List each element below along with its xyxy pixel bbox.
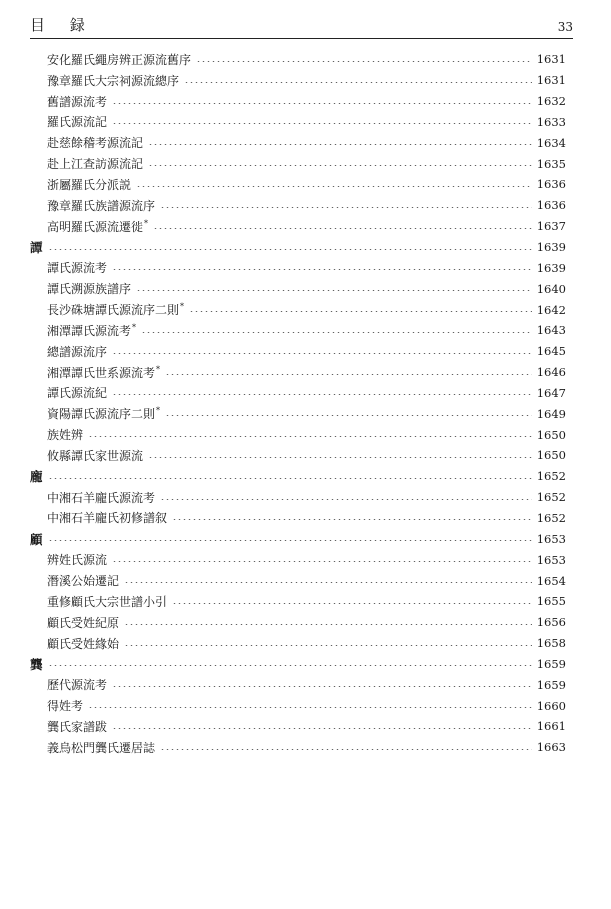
- toc-entry: [30, 549, 566, 570]
- toc-page-number: 1633: [536, 114, 566, 129]
- toc-entry-title: [47, 301, 184, 318]
- toc-entry-title: [47, 155, 143, 172]
- toc-page-number: 1645: [536, 344, 566, 359]
- dot-leader: [141, 332, 532, 333]
- toc-entry-title-text: 重修顧氏大宗世譜小引: [47, 594, 168, 609]
- toc-entry-title: [30, 530, 43, 548]
- dot-leader: [88, 436, 532, 437]
- dot-leader: [165, 415, 532, 416]
- toc-page-number: 1640: [536, 281, 566, 296]
- dot-leader: [148, 144, 532, 145]
- dot-leader: [160, 749, 532, 750]
- dot-leader: [88, 707, 532, 708]
- toc-page-number: 1659: [536, 677, 566, 692]
- toc-page-number: 1654: [536, 573, 566, 588]
- toc-page-number: 1656: [536, 615, 566, 630]
- toc-entry-title-text: 舊譜源流考: [47, 94, 108, 109]
- toc-entry-title: [47, 364, 160, 381]
- toc-entry: [30, 737, 566, 758]
- toc-entry: [30, 91, 566, 112]
- toc-entry-title: [47, 218, 148, 235]
- toc-entry-title: [47, 405, 160, 422]
- toc-page-number: 1649: [536, 406, 566, 421]
- dot-leader: [124, 582, 532, 583]
- toc-entry-title-text: 譚氏源流考: [47, 261, 108, 276]
- toc-entry: [30, 257, 566, 278]
- toc-entry-title-text: 長沙硃塘譚氏源流序二則: [47, 303, 180, 318]
- toc-page-number: 1631: [536, 73, 566, 88]
- dot-leader: [148, 165, 532, 166]
- toc-entry-title-text: 總譜源流序: [47, 344, 108, 359]
- toc-entry: [30, 612, 566, 633]
- toc-entry-title: [47, 718, 107, 735]
- toc-entry-title: [47, 614, 119, 631]
- dot-leader: [112, 269, 532, 270]
- toc-entry-title-text: 譚氏溯源族譜序: [47, 282, 132, 297]
- toc-page-number: 1636: [536, 198, 566, 213]
- toc-page-number: 1631: [536, 52, 566, 67]
- toc-entry: [30, 70, 566, 91]
- toc-entry-title: [47, 322, 136, 339]
- toc-section-heading: [30, 466, 566, 487]
- toc-page-number: 1652: [536, 510, 566, 525]
- toc-entry-title-text: 赴上江查訪源流記: [47, 157, 144, 172]
- dot-leader: [48, 540, 532, 541]
- toc-page-number: 1646: [536, 365, 566, 380]
- toc-entry: [30, 153, 566, 174]
- toc-page-number: 1650: [536, 448, 566, 463]
- toc-section-heading: [30, 237, 566, 258]
- toc-entry-title: [47, 280, 131, 297]
- dot-leader: [112, 686, 532, 687]
- toc-entry-title: [47, 343, 107, 360]
- toc-section-heading: [30, 653, 566, 674]
- dot-leader: [136, 186, 532, 187]
- toc-page-number: 1637: [536, 219, 566, 234]
- toc-entry-title-text: 龐: [30, 469, 43, 485]
- toc-entry: [30, 195, 566, 216]
- toc-page-number: 1652: [536, 490, 566, 505]
- toc-page-number: 1650: [536, 427, 566, 442]
- asterisk-mark: *: [144, 218, 149, 228]
- toc-entry-title-text: 資陽譚氏源流序二則: [47, 407, 156, 422]
- toc-page-number: 1632: [536, 94, 566, 109]
- toc-entry-title-text: 湘潭譚氏源流考: [47, 323, 132, 338]
- toc-entry: [30, 570, 566, 591]
- toc-entry-title-text: 中湘石羊龐氏源流考: [47, 490, 156, 505]
- dot-leader: [172, 519, 532, 520]
- toc-page-number: 1636: [536, 177, 566, 192]
- toc-entry-title-text: 譚: [30, 240, 43, 256]
- toc-entry-title-text: 豫章羅氏大宗祠源流總序: [47, 73, 180, 88]
- asterisk-mark: *: [132, 322, 137, 332]
- toc-page-number: 1655: [536, 594, 566, 609]
- toc-entry-title: [47, 426, 83, 443]
- toc-entry: [30, 403, 566, 424]
- toc-entry: [30, 341, 566, 362]
- toc-entry-title: [47, 509, 167, 526]
- toc-entry-title: [30, 467, 43, 485]
- dot-leader: [160, 207, 532, 208]
- toc-entry: [30, 424, 566, 445]
- header-page-number: 33: [557, 20, 573, 34]
- toc-entry-title: [47, 93, 107, 110]
- asterisk-mark: *: [156, 406, 161, 416]
- toc-entry: [30, 383, 566, 404]
- toc-entry-title: [47, 51, 191, 68]
- toc-entry-title-text: 義烏松門龔氏遷居誌: [47, 740, 156, 755]
- toc-entry-title-text: 龔氏家譜跋: [47, 719, 108, 734]
- toc-entry-title-text: 譚氏源流紀: [47, 386, 108, 401]
- toc-entry-title-text: 得姓考: [47, 699, 84, 714]
- toc-entry-title-text: 安化羅氏繩房辨正源流舊序: [47, 52, 192, 67]
- toc-page-number: 1659: [536, 656, 566, 671]
- toc-entry: [30, 591, 566, 612]
- toc-page-number: 1653: [536, 531, 566, 546]
- running-header: [30, 12, 573, 39]
- toc-entry: [30, 112, 566, 133]
- toc-entry-title-text: 高明羅氏源流遷徙: [47, 219, 144, 234]
- toc-page-number: 1653: [536, 552, 566, 567]
- asterisk-mark: *: [156, 364, 161, 374]
- toc-entry-title: [47, 739, 155, 756]
- toc-page-number: 1635: [536, 156, 566, 171]
- toc-entry-title-text: 顧氏受姓紀原: [47, 615, 120, 630]
- toc-entry-title: [47, 384, 107, 401]
- dot-leader: [48, 665, 532, 666]
- toc-entry-title: [47, 635, 119, 652]
- toc-entry: [30, 278, 566, 299]
- toc-page-number: 1652: [536, 469, 566, 484]
- toc-entry-title: [47, 697, 83, 714]
- toc-page-number: 1663: [536, 740, 566, 755]
- toc-page-number: 1643: [536, 323, 566, 338]
- dot-leader: [124, 624, 532, 625]
- dot-leader: [196, 61, 532, 62]
- toc-entry-title-text: 中湘石羊龐氏初修譜叙: [47, 511, 168, 526]
- toc-entry-title-text: 龔: [30, 656, 43, 672]
- dot-leader: [112, 561, 532, 562]
- toc-entry-title-text: 羅氏源流記: [47, 115, 108, 130]
- toc-entry-title: [47, 72, 179, 89]
- dot-leader: [148, 457, 532, 458]
- toc-entry-title: [47, 489, 155, 506]
- toc-entry-title: [47, 134, 143, 151]
- dot-leader: [48, 478, 532, 479]
- toc-entry-title-text: 浙屬羅氏分派説: [47, 177, 132, 192]
- header-title: 目 録: [30, 16, 95, 34]
- dot-leader: [48, 249, 532, 250]
- toc-section-heading: [30, 528, 566, 549]
- table-of-contents: [30, 49, 566, 758]
- toc-entry: [30, 674, 566, 695]
- toc-entry-title: [47, 593, 167, 610]
- toc-entry-title-text: 族姓辨: [47, 428, 84, 443]
- toc-entry: [30, 487, 566, 508]
- toc-entry-title: [47, 259, 107, 276]
- toc-entry-title-text: 攸縣譚氏家世源流: [47, 448, 144, 463]
- dot-leader: [165, 374, 532, 375]
- toc-page-number: 1634: [536, 135, 566, 150]
- toc-entry-title-text: 歷代源流考: [47, 678, 108, 693]
- dot-leader: [112, 123, 532, 124]
- toc-entry-title-text: 顧氏受姓緣始: [47, 636, 120, 651]
- toc-entry: [30, 695, 566, 716]
- toc-entry-title-text: 豫章羅氏族譜源流序: [47, 198, 156, 213]
- toc-entry: [30, 508, 566, 529]
- dot-leader: [136, 290, 532, 291]
- toc-entry-title: [30, 238, 43, 256]
- toc-page-number: 1660: [536, 698, 566, 713]
- toc-page-number: 1647: [536, 385, 566, 400]
- dot-leader: [153, 228, 532, 229]
- dot-leader: [112, 353, 532, 354]
- toc-page-number: 1661: [536, 719, 566, 734]
- toc-page-number: 1639: [536, 240, 566, 255]
- toc-entry-title-text: 湘潭譚氏世系源流考: [47, 365, 156, 380]
- toc-entry: [30, 132, 566, 153]
- toc-entry-title-text: 赴慈餘稽考源流記: [47, 136, 144, 151]
- toc-entry: [30, 320, 566, 341]
- toc-entry: [30, 299, 566, 320]
- dot-leader: [160, 499, 532, 500]
- dot-leader: [112, 103, 532, 104]
- asterisk-mark: *: [180, 302, 185, 312]
- toc-entry: [30, 716, 566, 737]
- toc-page-number: 1639: [536, 260, 566, 275]
- toc-entry-title: [47, 447, 143, 464]
- toc-entry-title-text: 辨姓氏源流: [47, 553, 108, 568]
- toc-entry: [30, 445, 566, 466]
- toc-entry: [30, 633, 566, 654]
- toc-entry-title: [47, 551, 107, 568]
- toc-entry-title: [30, 655, 43, 673]
- dot-leader: [189, 311, 532, 312]
- toc-entry: [30, 49, 566, 70]
- toc-entry-title: [47, 572, 119, 589]
- toc-entry: [30, 216, 566, 237]
- toc-entry-title: [47, 113, 107, 130]
- toc-page-number: 1642: [536, 302, 566, 317]
- dot-leader: [124, 645, 532, 646]
- toc-entry-title: [47, 197, 155, 214]
- toc-entry-title-text: 潛溪公始遷記: [47, 574, 120, 589]
- toc-entry-title: [47, 176, 131, 193]
- dot-leader: [112, 394, 532, 395]
- toc-entry: [30, 362, 566, 383]
- toc-entry: [30, 174, 566, 195]
- dot-leader: [172, 603, 532, 604]
- dot-leader: [112, 728, 532, 729]
- toc-page-number: 1658: [536, 636, 566, 651]
- toc-entry-title: [47, 676, 107, 693]
- dot-leader: [184, 82, 532, 83]
- toc-entry-title-text: 顧: [30, 531, 43, 547]
